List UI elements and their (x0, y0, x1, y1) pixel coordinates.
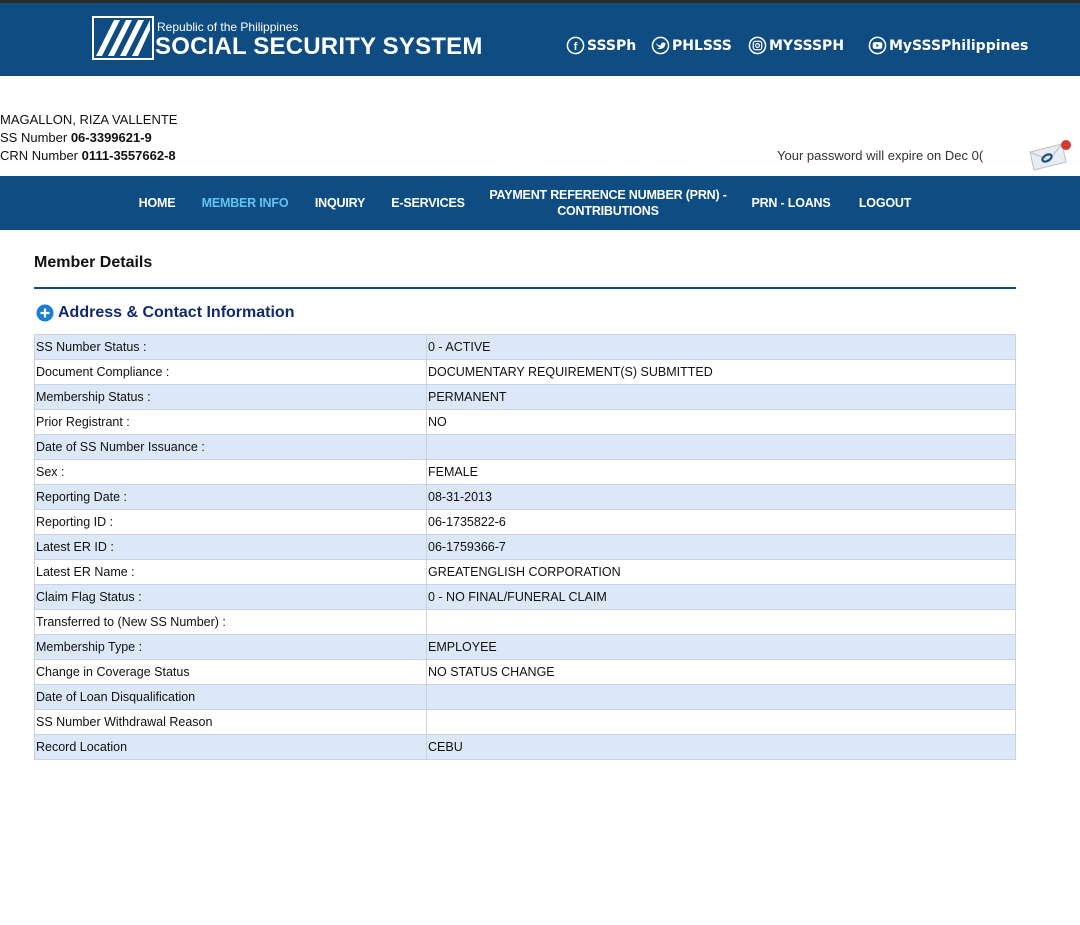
table-row (35, 660, 1016, 685)
field-value (427, 435, 1016, 460)
ss-number-line (0, 129, 177, 147)
agency-name: SOCIAL SECURITY SYSTEM (155, 33, 483, 60)
table-row (35, 610, 1016, 635)
svg-text:f: f (573, 40, 578, 53)
member-details-table (34, 334, 1016, 760)
table-row (35, 460, 1016, 485)
field-label: Date of Loan Disqualification (35, 685, 427, 710)
site-header (0, 3, 1080, 76)
section-title: Address & Contact Information (58, 304, 295, 321)
field-label: Date of SS Number Issuance : (35, 435, 427, 460)
user-info (0, 111, 177, 165)
section-toggle-address-contact[interactable] (36, 304, 294, 322)
field-label: Reporting Date : (35, 485, 427, 510)
field-value (427, 610, 1016, 635)
crn-number-line (0, 147, 177, 165)
twitter-icon (651, 36, 670, 55)
expand-plus-icon (36, 304, 54, 322)
table-row (35, 360, 1016, 385)
field-label: SS Number Status : (35, 335, 427, 360)
social-instagram-label: MYSSSPH (769, 37, 845, 54)
field-value: NO (427, 410, 1016, 435)
table-row (35, 535, 1016, 560)
table-row (35, 560, 1016, 585)
field-label: Change in Coverage Status (35, 660, 427, 685)
field-label: Claim Flag Status : (35, 585, 427, 610)
table-row (35, 635, 1016, 660)
field-value: NO STATUS CHANGE (427, 660, 1016, 685)
nav-logout[interactable]: LOGOUT (858, 196, 912, 210)
table-row (35, 735, 1016, 760)
field-value: 0 - ACTIVE (427, 335, 1016, 360)
field-value: FEMALE (427, 460, 1016, 485)
nav-e-services[interactable]: E-SERVICES (391, 196, 465, 210)
ss-number-value: 06-3399621-9 (70, 130, 152, 145)
messages-envelope-icon[interactable] (1028, 138, 1072, 172)
field-value: CEBU (427, 735, 1016, 760)
table-row (35, 410, 1016, 435)
field-label: Prior Registrant : (35, 410, 427, 435)
sss-logo[interactable] (92, 16, 154, 60)
table-row (35, 335, 1016, 360)
field-label: Membership Type : (35, 635, 427, 660)
field-label: SS Number Withdrawal Reason (35, 710, 427, 735)
nav-home[interactable]: HOME (138, 196, 176, 210)
youtube-icon (868, 36, 887, 55)
table-row (35, 385, 1016, 410)
field-label: Transferred to (New SS Number) : (35, 610, 427, 635)
field-label: Membership Status : (35, 385, 427, 410)
nav-inquiry[interactable]: INQUIRY (314, 196, 366, 210)
crn-number-label: CRN Number (0, 148, 79, 163)
member-name: MAGALLON, RIZA VALLENTE (0, 112, 178, 127)
table-row (35, 685, 1016, 710)
field-value: 0 - NO FINAL/FUNERAL CLAIM (427, 585, 1016, 610)
field-value: 06-1759366-7 (427, 535, 1016, 560)
field-label: Latest ER Name : (35, 560, 427, 585)
field-label: Sex : (35, 460, 427, 485)
field-label: Document Compliance : (35, 360, 427, 385)
social-youtube-label: MySSSPhilippines (889, 37, 1029, 54)
table-row (35, 585, 1016, 610)
field-label: Reporting ID : (35, 510, 427, 535)
social-instagram[interactable] (748, 36, 844, 55)
social-facebook-label: SSSPh (587, 37, 637, 54)
table-row (35, 485, 1016, 510)
social-twitter[interactable] (651, 36, 732, 55)
field-value: GREATENGLISH CORPORATION (427, 560, 1016, 585)
ss-number-label: SS Number (0, 130, 68, 145)
main-nav (0, 176, 1080, 230)
field-value: EMPLOYEE (427, 635, 1016, 660)
page-title: Member Details (34, 254, 153, 271)
social-youtube[interactable] (868, 36, 1028, 55)
field-value (427, 685, 1016, 710)
facebook-icon (566, 36, 585, 55)
nav-member-info[interactable]: MEMBER INFO (201, 196, 289, 210)
field-value: DOCUMENTARY REQUIREMENT(S) SUBMITTED (427, 360, 1016, 385)
instagram-icon (748, 36, 767, 55)
crn-number-value: 0111-3557662-8 (81, 148, 176, 163)
table-row (35, 435, 1016, 460)
social-facebook[interactable] (566, 36, 636, 55)
field-value (427, 710, 1016, 735)
nav-prn-contributions[interactable]: PAYMENT REFERENCE NUMBER (PRN) - CONTRIBUTIONS (489, 188, 727, 218)
password-expiry-notice: Your password will expire on Dec 0( (777, 148, 984, 163)
field-value: PERMANENT (427, 385, 1016, 410)
republic-label: Republic of the Philippines (157, 20, 299, 34)
field-label: Latest ER ID : (35, 535, 427, 560)
field-value: 08-31-2013 (427, 485, 1016, 510)
field-label: Record Location (35, 735, 427, 760)
table-row (35, 710, 1016, 735)
social-twitter-label: PHLSSS (672, 37, 732, 54)
nav-prn-loans[interactable]: PRN - LOANS (751, 196, 831, 210)
title-divider (34, 287, 1016, 289)
table-row (35, 510, 1016, 535)
field-value: 06-1735822-6 (427, 510, 1016, 535)
